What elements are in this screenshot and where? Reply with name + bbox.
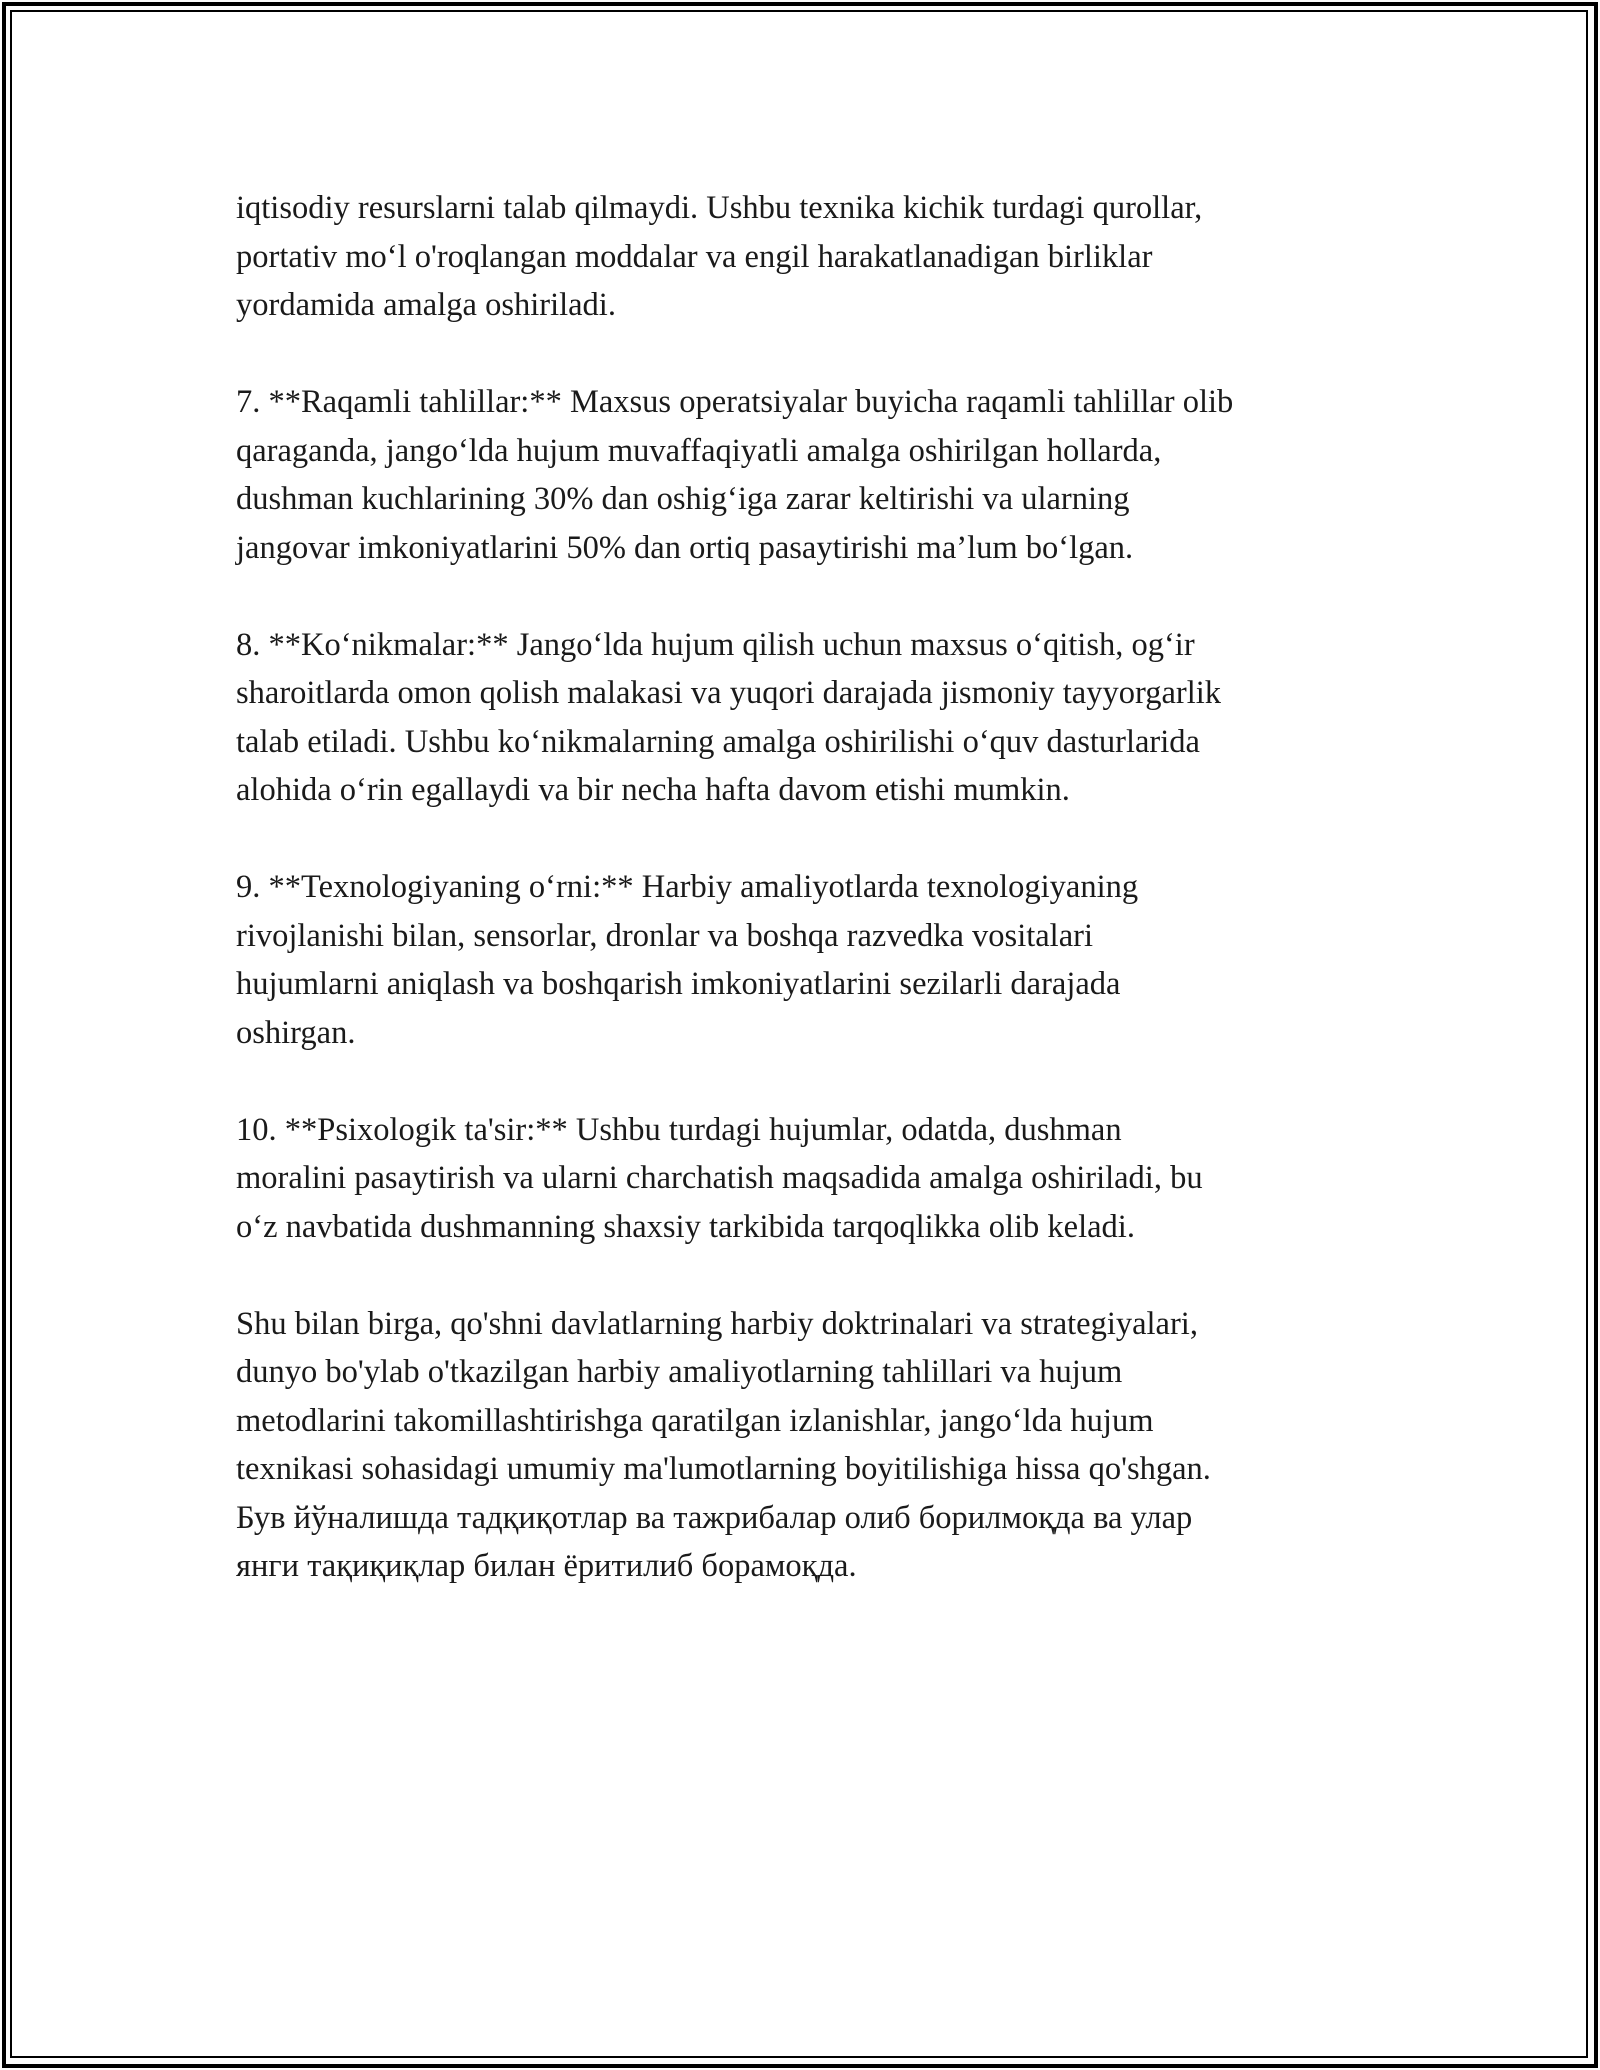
document-body <box>236 184 1376 1591</box>
paragraph-item-9: 9. **Texnologiyaning o‘rni:** Harbiy amaliyotlarda texnologiyaning rivojlanishi bilan, sensorlar, dronlar va boshqa razvedka vositalari hujumlarni aniqlash va boshqarish imkoniyatlarini sezilarli darajada oshirgan. <box>236 869 1139 1051</box>
paragraph-conclusion: Shu bilan birga, qo'shni davlatlarning harbiy doktrinalari va strategiyalari, dunyo bo'ylab o'tkazilgan harbiy amaliyotlarning tahlillari va hujum metodlarini takomillashtirishga qaratilgan izlanishlar, jango‘lda hujum texnikasi sohasidagi umumiy ma'lumotlarning boyitilishiga hissa qo'shgan. Був йўналишда тадқиқотлар ва тажрибалар олиб борилмоқда ва улар янги тақиқиқлар билан ёритилиб борамоқда. <box>236 1305 1211 1584</box>
paragraph-intro-continuation: iqtisodiy resurslarni talab qilmaydi. Ushbu texnika kichik turdagi qurollar, portativ mo‘l o'roqlangan moddalar va engil harakatlanadigan birliklar yordamida amalga oshiriladi. <box>236 190 1203 323</box>
paragraph-item-8: 8. **Ko‘nikmalar:** Jango‘lda hujum qilish uchun maxsus o‘qitish, og‘ir sharoitlarda omon qolish malakasi va yuqori darajada jismoniy tayyorgarlik talab etiladi. Ushbu ko‘nikmalarning amalga oshirilishi o‘quv dasturlarida alohida o‘rin egallaydi va bir necha hafta davom etishi mumkin. <box>236 626 1221 808</box>
paragraph-item-7: 7. **Raqamli tahlillar:** Maxsus operatsiyalar buyicha raqamli tahlillar olib qaraganda, jango‘lda hujum muvaffaqiyatli amalga oshirilgan hollarda, dushman kuchlarining 30% dan oshig‘iga zarar keltirishi va ularning jangovar imkoniyatlarini 50% dan ortiq pasaytirishi ma’lum bo‘lgan. <box>236 384 1234 566</box>
paragraph-item-10: 10. **Psixologik ta'sir:** Ushbu turdagi hujumlar, odatda, dushman moralini pasaytirish va ularni charchatish maqsadida amalga oshiriladi, bu o‘z navbatida dushmanning shaxsiy tarkibida tarqoqlikka olib keladi. <box>236 1111 1203 1245</box>
